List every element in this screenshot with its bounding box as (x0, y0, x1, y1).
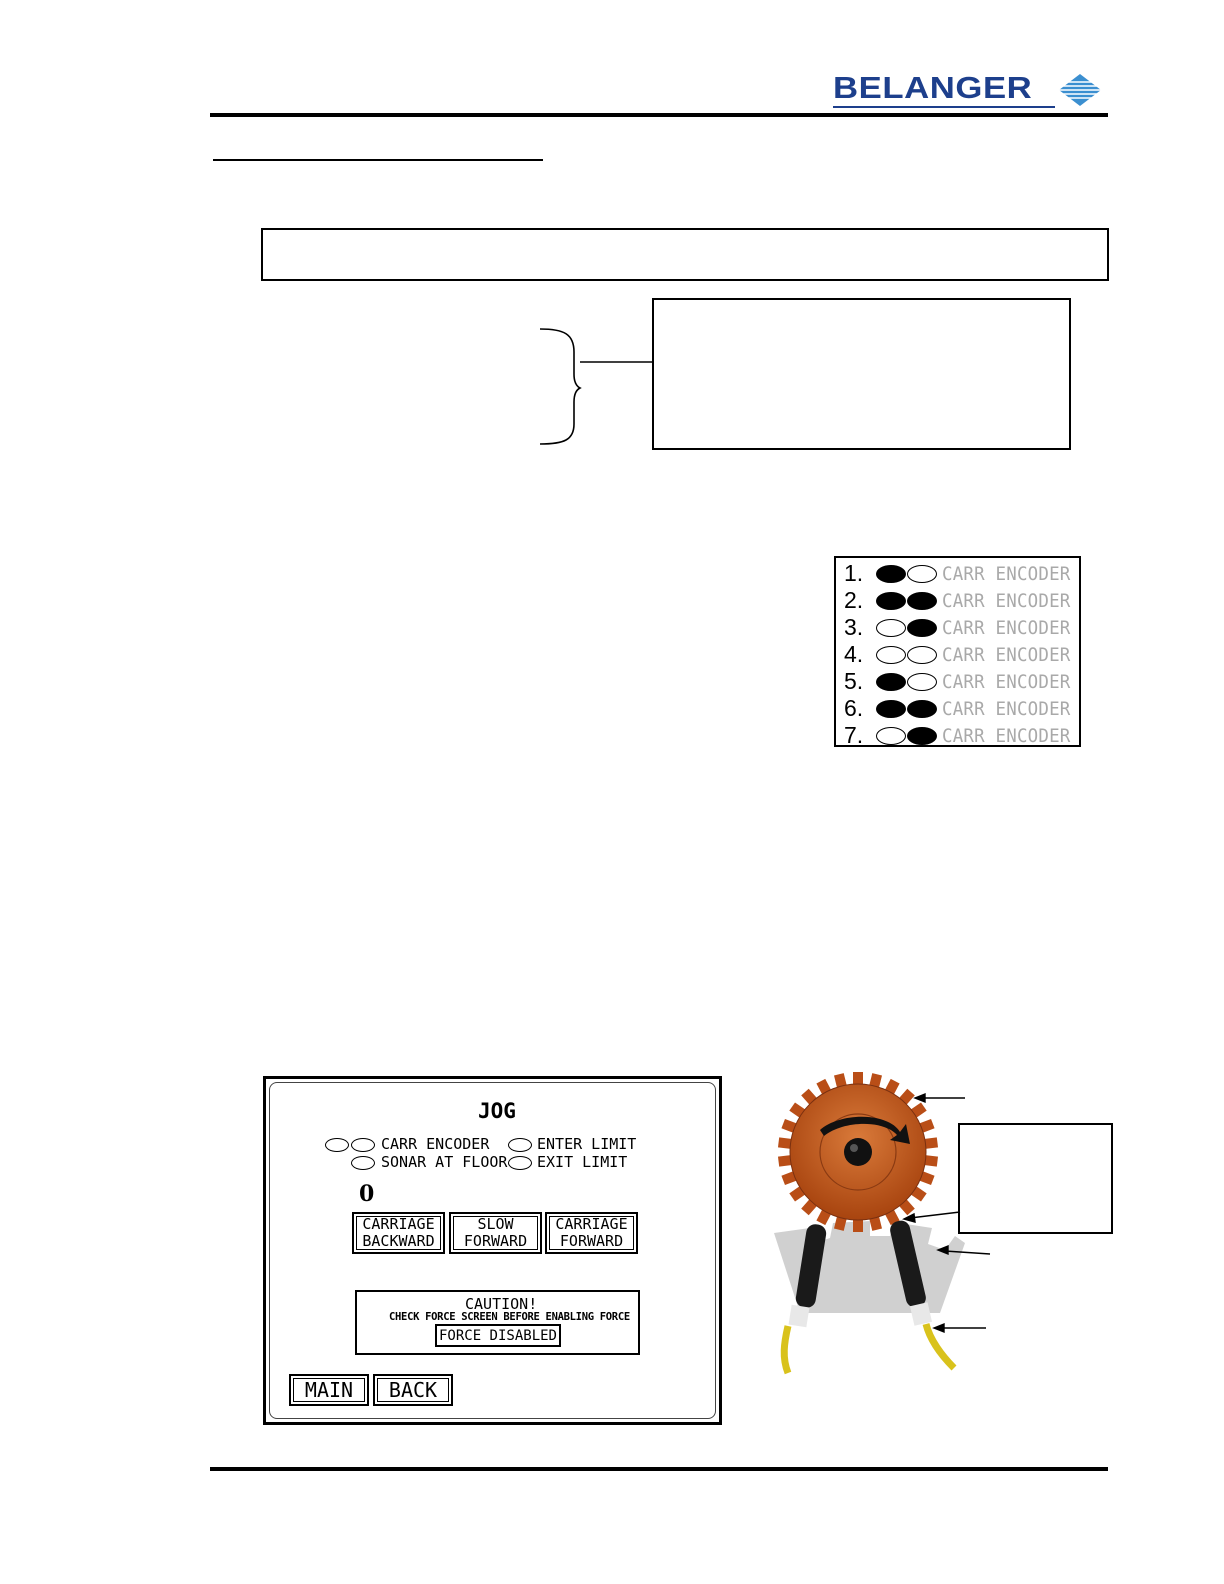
enter-limit-label: ENTER LIMIT (537, 1135, 637, 1153)
indicator-dot (907, 700, 937, 718)
row-number: 6. (844, 695, 864, 721)
indicator-dot (876, 592, 906, 610)
row-number: 2. (844, 587, 864, 613)
carr-encoder-indicator-a (325, 1138, 349, 1152)
indicator-dot (907, 565, 937, 583)
row-number: 1. (844, 560, 864, 586)
back-button[interactable]: BACK (373, 1374, 453, 1406)
row-label: CARR ENCODER (942, 724, 1071, 747)
sonar-at-floor-indicator (351, 1156, 375, 1170)
slow-forward-button[interactable]: SLOW FORWARD (449, 1212, 542, 1254)
indicator-dot (876, 646, 906, 664)
caution-panel (355, 1290, 640, 1355)
footer-rule (210, 1467, 1108, 1471)
row-label: CARR ENCODER (942, 697, 1071, 720)
encoder-row (844, 560, 1082, 587)
enter-limit-indicator (508, 1138, 532, 1152)
jog-title: JOG (478, 1099, 516, 1123)
logo-wordmark: BELANGER (833, 70, 1033, 105)
row-label: CARR ENCODER (942, 562, 1071, 585)
encoder-row (844, 641, 1082, 668)
indicator-dot (907, 727, 937, 745)
encoder-row (844, 695, 1082, 722)
carr-encoder-label: CARR ENCODER (381, 1135, 490, 1153)
exit-limit-indicator (508, 1156, 532, 1170)
position-counter: 0 (359, 1181, 375, 1207)
indicator-dot (876, 619, 906, 637)
section-heading-underline (213, 159, 543, 161)
exit-limit-label: EXIT LIMIT (537, 1153, 628, 1171)
caution-title: CAUTION! (465, 1295, 538, 1313)
row-label: CARR ENCODER (942, 643, 1071, 666)
row-number: 3. (844, 614, 864, 640)
carriage-forward-button[interactable]: CARRIAGE FORWARD (545, 1212, 638, 1254)
gear-callout-box (958, 1123, 1113, 1234)
gear-icon (778, 1072, 938, 1232)
brace-connector (536, 324, 656, 448)
belanger-logo (833, 72, 1103, 108)
indicator-dot (876, 565, 906, 583)
note-box (652, 298, 1071, 450)
row-label: CARR ENCODER (942, 616, 1071, 639)
sonar-at-floor-label: SONAR AT FLOOR (381, 1153, 508, 1171)
jog-screen (263, 1076, 722, 1425)
indicator-dot (876, 700, 906, 718)
indicator-dot (907, 646, 937, 664)
caution-message: CHECK FORCE SCREEN BEFORE ENABLING FORCE (389, 1311, 630, 1323)
encoder-sequence-list (834, 556, 1081, 747)
main-button[interactable]: MAIN (289, 1374, 369, 1406)
header-rule (210, 113, 1108, 117)
indicator-dot (876, 727, 906, 745)
carr-encoder-indicator-b (351, 1138, 375, 1152)
row-label: CARR ENCODER (942, 589, 1071, 612)
logo-underline (833, 106, 1055, 108)
jog-screen-frame (269, 1082, 716, 1419)
encoder-row (844, 722, 1082, 749)
indicator-dot (907, 619, 937, 637)
encoder-row (844, 614, 1082, 641)
carriage-backward-button[interactable]: CARRIAGE BACKWARD (352, 1212, 445, 1254)
encoder-row (844, 668, 1082, 695)
banner-box (261, 228, 1109, 281)
force-disabled-button[interactable]: FORCE DISABLED (435, 1324, 561, 1347)
row-number: 7. (844, 722, 864, 748)
encoder-row (844, 587, 1082, 614)
indicator-dot (907, 673, 937, 691)
row-label: CARR ENCODER (942, 670, 1071, 693)
row-number: 4. (844, 641, 864, 667)
row-number: 5. (844, 668, 864, 694)
indicator-dot (876, 673, 906, 691)
logo-diamond-icon (1059, 74, 1101, 106)
indicator-dot (907, 592, 937, 610)
